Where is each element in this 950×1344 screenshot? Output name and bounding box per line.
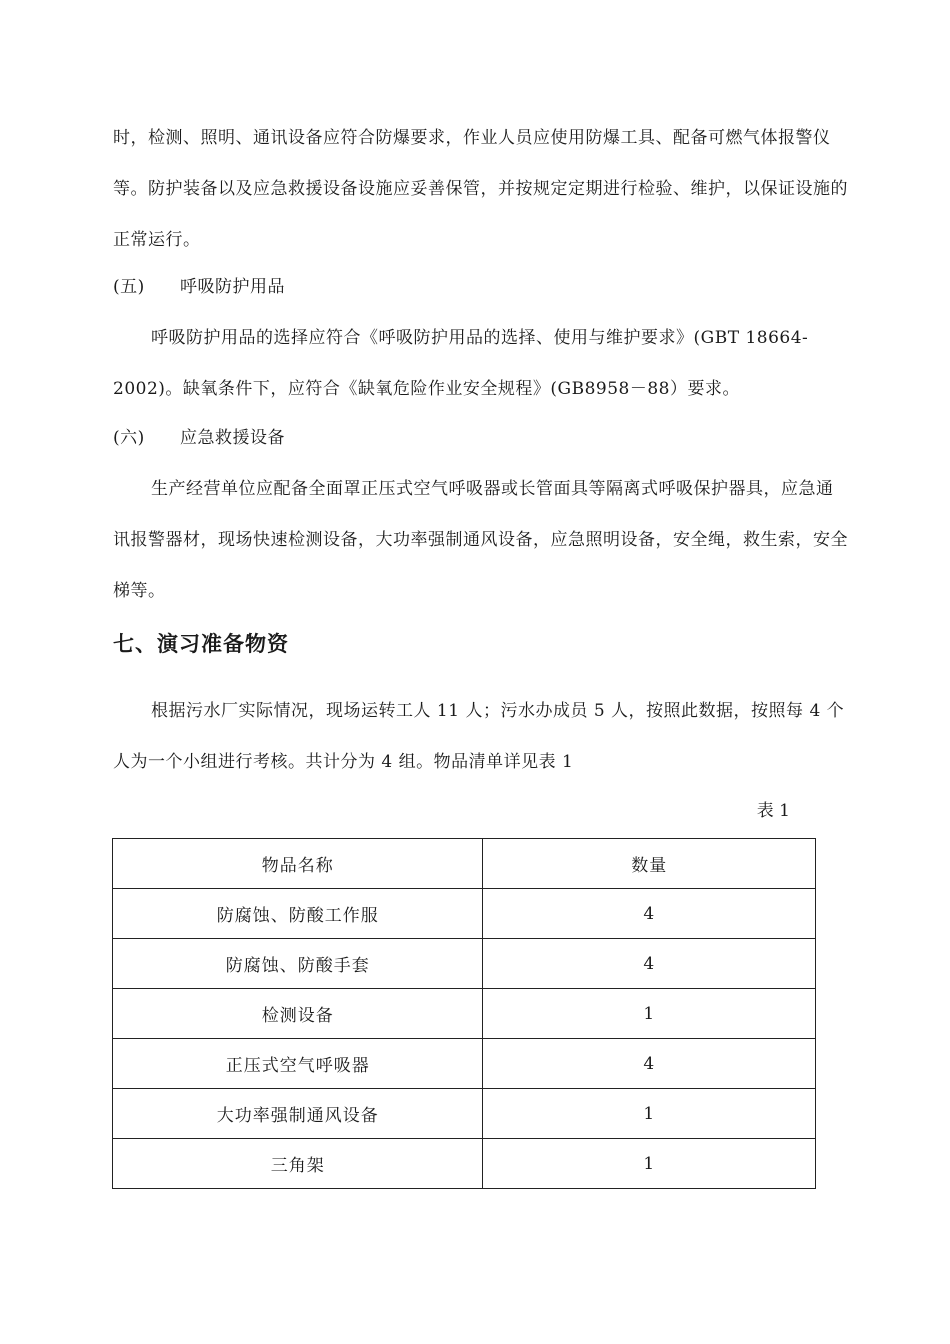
table-row bbox=[113, 939, 816, 989]
table-header-row bbox=[113, 839, 816, 889]
section-6 bbox=[113, 413, 849, 617]
materials-table bbox=[112, 838, 816, 1189]
section-6-number: (六) bbox=[113, 428, 145, 448]
quantity-cell: 1 bbox=[483, 1089, 816, 1139]
quantity-cell: 1 bbox=[483, 989, 816, 1039]
table-row bbox=[113, 1039, 816, 1089]
table-row bbox=[113, 989, 816, 1039]
quantity-cell: 4 bbox=[483, 939, 816, 989]
item-name-cell: 正压式空气呼吸器 bbox=[113, 1039, 483, 1089]
item-name-cell: 防腐蚀、防酸手套 bbox=[113, 939, 483, 989]
continuation-paragraph: 时，检测、照明、通讯设备应符合防爆要求，作业人员应使用防爆工具、配备可燃气体报警仪等。防护装备以及应急救援设备设施应妥善保管，并按规定定期进行检验、维护，以保证设施的正常运行。 bbox=[113, 128, 848, 250]
section-5-number: (五) bbox=[113, 277, 145, 297]
item-name-cell: 防腐蚀、防酸工作服 bbox=[113, 889, 483, 939]
quantity-cell: 1 bbox=[483, 1139, 816, 1189]
quantity-cell: 4 bbox=[483, 1039, 816, 1089]
section-5 bbox=[113, 262, 849, 415]
section-6-heading bbox=[113, 413, 849, 464]
item-name-cell: 三角架 bbox=[113, 1139, 483, 1189]
section-5-title: 呼吸防护用品 bbox=[180, 277, 285, 297]
header-item-name: 物品名称 bbox=[113, 839, 483, 889]
chapter-7-body: 根据污水厂实际情况，现场运转工人 11 人；污水办成员 5 人，按照此数据，按照每 4 个人为一个小组进行考核。共计分为 4 组。物品清单详见表 1 bbox=[113, 701, 845, 772]
chapter-7-body-block bbox=[113, 686, 849, 788]
section-6-title: 应急救援设备 bbox=[180, 428, 285, 448]
chapter-7-heading: 七、演习准备物资 bbox=[113, 631, 289, 656]
header-quantity: 数量 bbox=[483, 839, 816, 889]
table-caption: 表 1 bbox=[756, 801, 790, 821]
quantity-cell: 4 bbox=[483, 889, 816, 939]
section-5-body: 呼吸防护用品的选择应符合《呼吸防护用品的选择、使用与维护要求》(GBT 18664-2002)。缺氧条件下，应符合《缺氧危险作业安全规程》(GB8958－88）要求。 bbox=[113, 328, 809, 399]
table-row bbox=[113, 1089, 816, 1139]
table-row bbox=[113, 889, 816, 939]
section-5-heading bbox=[113, 262, 849, 313]
continuation-paragraph-block bbox=[113, 113, 849, 266]
item-name-cell: 大功率强制通风设备 bbox=[113, 1089, 483, 1139]
section-6-body: 生产经营单位应配备全面罩正压式空气呼吸器或长管面具等隔离式呼吸保护器具，应急通讯报警器材，现场快速检测设备，大功率强制通风设备，应急照明设备，安全绳，救生索，安全梯等。 bbox=[113, 479, 848, 601]
table-row bbox=[113, 1139, 816, 1189]
item-name-cell: 检测设备 bbox=[113, 989, 483, 1039]
